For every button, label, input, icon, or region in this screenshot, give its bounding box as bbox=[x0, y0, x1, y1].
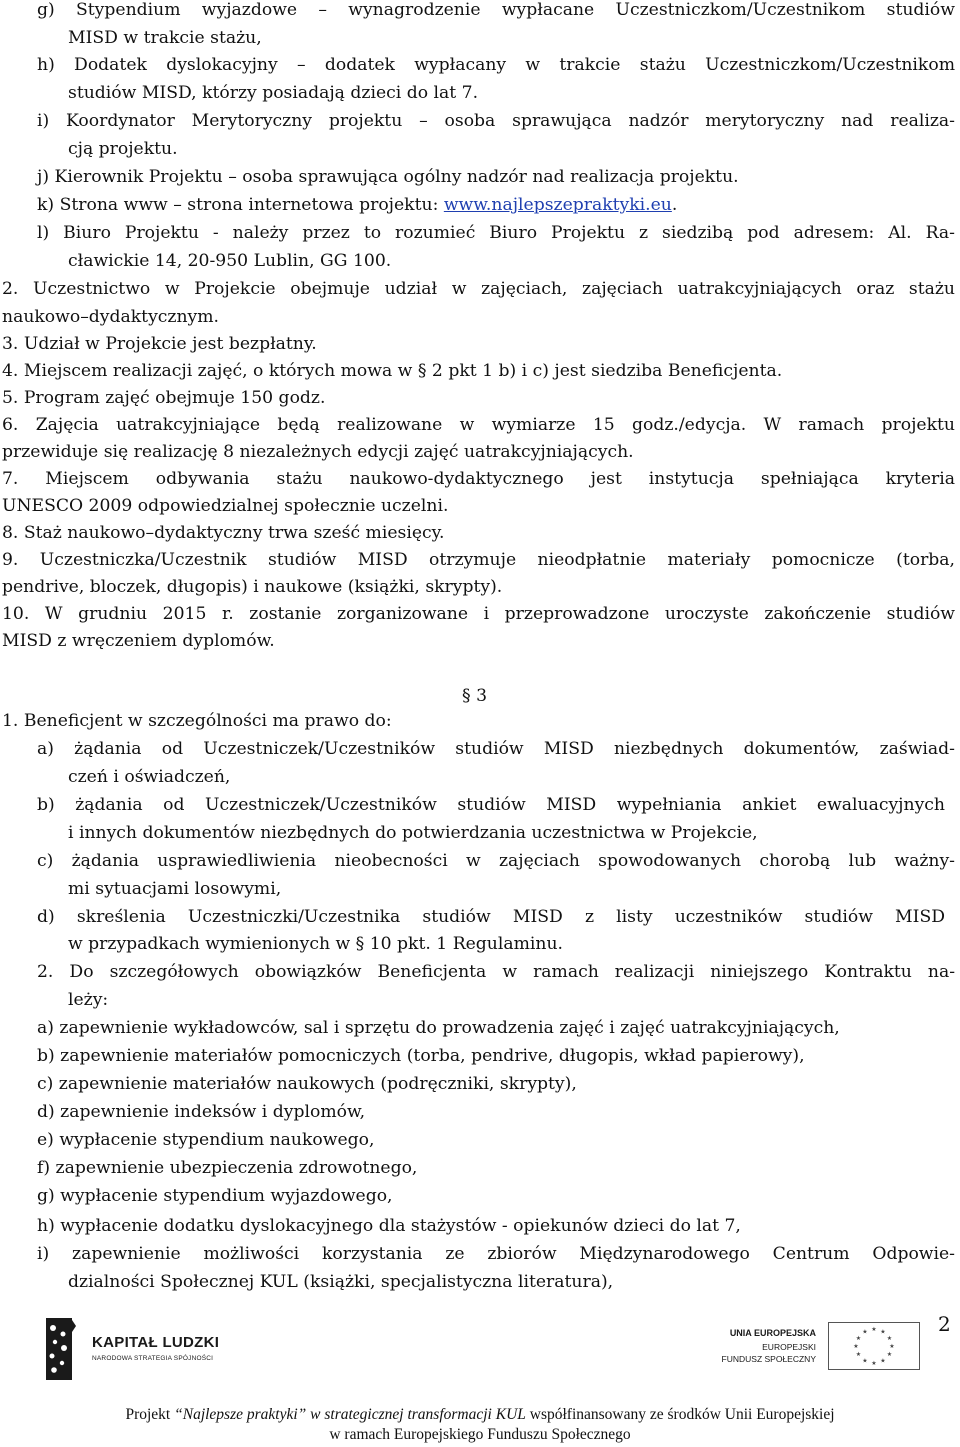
para-9-line-2: pendrive, bloczek, długopis) i naukowe (książki, skrypty). bbox=[2, 577, 503, 597]
para-2-line-1: 2. Uczestnictwo w Projekcie obejmuje udział w zajęciach, zajęciach uatrakcyjniających oraz stażu bbox=[2, 279, 955, 299]
s3-right-d-text-a: w przypadkach wymienionych w bbox=[68, 934, 356, 954]
section-symbol: § bbox=[462, 686, 471, 706]
footer-line-2: w ramach Europejskiego Funduszu Społecznego bbox=[329, 1426, 631, 1443]
footer-line-1 bbox=[0, 1404, 960, 1425]
para-7-line-1: 7. Miejscem odbywania stażu naukowo-dydaktycznego jest instytucja spełniająca kryteria bbox=[2, 469, 955, 489]
svg-text:★: ★ bbox=[880, 1328, 886, 1336]
item-g-line-1: g) Stypendium wyjazdowe – wynagrodzenie wypłacane Uczestniczkom/Uczestnikom studiów bbox=[37, 0, 955, 20]
para-4 bbox=[2, 358, 782, 384]
para-6-line-2: przewiduje się realizację 8 niezależnych edycji zajęć uatrakcyjniających. bbox=[2, 442, 634, 462]
para-5: 5. Program zajęć obejmuje 150 godz. bbox=[2, 388, 326, 408]
s3-right-b-line-2: i innych dokumentów niezbędnych do potwierdzania uczestnictwa w Projekcie, bbox=[68, 823, 758, 843]
paragraph-symbol: § bbox=[417, 361, 427, 381]
item-k-line-1 bbox=[37, 192, 677, 218]
eu-flag-icon bbox=[828, 1322, 920, 1370]
svg-text:★: ★ bbox=[886, 1351, 893, 1358]
svg-text:★: ★ bbox=[871, 1326, 877, 1333]
s3-right-d-line-2 bbox=[68, 931, 563, 957]
para-10-line-1: 10. W grudniu 2015 r. zostanie zorganizowane i przeprowadzone uroczyste zakończenie studiów bbox=[2, 604, 955, 624]
item-k-text: k) Strona www – strona internetowa projektu: bbox=[37, 195, 444, 215]
s3-right-d-text-b: 10 pkt. 1 Regulaminu. bbox=[364, 934, 564, 954]
kapital-ludzki-title: KAPITAŁ LUDZKI bbox=[92, 1334, 220, 1351]
section-number: 3 bbox=[476, 686, 487, 706]
project-website-link[interactable]: www.najlepszepraktyki.eu bbox=[443, 195, 672, 215]
s3-right-a-line-1: a) żądania od Uczestniczek/Uczestników studiów MISD niezbędnych dokumentów, zaświad- bbox=[37, 739, 955, 759]
s3-obligation-c: c) zapewnienie materiałów naukowych (podręczniki, skrypty), bbox=[37, 1074, 577, 1094]
footer-prefix: Projekt bbox=[125, 1406, 175, 1423]
s3-obligation-i-line-1: i) zapewnienie możliwości korzystania ze zbiorów Międzynarodowego Centrum Odpowie- bbox=[37, 1244, 955, 1264]
eu-logo-line-3: FUNDUSZ SPOŁECZNY bbox=[721, 1354, 816, 1364]
para-6-line-1: 6. Zajęcia uatrakcyjniające będą realizowane w wymiarze 15 godz./edycja. W ramach projektu bbox=[2, 415, 955, 435]
item-i-line-2: cją projektu. bbox=[68, 139, 178, 159]
para-10-line-2: MISD z wręczeniem dyplomów. bbox=[2, 631, 275, 651]
s3-right-c-line-2: mi sytuacjami losowymi, bbox=[68, 879, 282, 899]
item-g-line-2: MISD w trakcie stażu, bbox=[68, 28, 262, 48]
svg-text:★: ★ bbox=[889, 1343, 895, 1350]
svg-text:★: ★ bbox=[871, 1360, 877, 1367]
item-l-line-2: cławickie 14, 20-950 Lublin, GG 100. bbox=[68, 251, 392, 271]
item-j-line-1: j) Kierownik Projektu – osoba sprawująca ogólny nadzór nad realizacja projektu. bbox=[37, 167, 739, 187]
para-4-text-b: 2 pkt 1 b) i c) jest siedziba Beneficjenta. bbox=[426, 361, 783, 381]
section-heading bbox=[462, 683, 487, 709]
svg-text:★: ★ bbox=[886, 1335, 893, 1342]
s3-para-2-line-2: leży: bbox=[68, 990, 109, 1010]
eu-logo bbox=[690, 1322, 920, 1372]
item-i-line-1: i) Koordynator Merytoryczny projektu – osoba sprawująca nadzór merytoryczny nad realiza- bbox=[37, 111, 955, 131]
s3-obligation-i-line-2: dzialności Społecznej KUL (książki, specjalistyczna literatura), bbox=[68, 1272, 614, 1292]
s3-right-b-line-1: b) żądania od Uczestniczek/Uczestników studiów MISD wypełniania ankiet ewaluacyjnych bbox=[37, 795, 945, 815]
para-3: 3. Udział w Projekcie jest bezpłatny. bbox=[2, 334, 317, 354]
s3-obligation-f: f) zapewnienie ubezpieczenia zdrowotnego, bbox=[37, 1158, 418, 1178]
svg-text:★: ★ bbox=[855, 1335, 862, 1342]
para-7-line-2: UNESCO 2009 odpowiedzialnej społecznie uczelni. bbox=[2, 496, 449, 516]
footer-suffix: współfinansowany ze środków Unii Europejskiej bbox=[525, 1406, 835, 1423]
eu-logo-line-1: UNIA EUROPEJSKA bbox=[729, 1328, 816, 1338]
s3-right-a-line-2: czeń i oświadczeń, bbox=[68, 767, 231, 787]
s3-obligation-e: e) wypłacenie stypendium naukowego, bbox=[37, 1130, 375, 1150]
item-h-line-2: studiów MISD, którzy posiadają dzieci do lat 7. bbox=[68, 83, 479, 103]
eu-logo-line-2: EUROPEJSKI bbox=[762, 1342, 816, 1352]
kapital-ludzki-subtitle: NARODOWA STRATEGIA SPÓJNOŚCI bbox=[92, 1355, 214, 1362]
kapital-ludzki-logo bbox=[42, 1318, 242, 1380]
paragraph-symbol: § bbox=[355, 934, 365, 954]
para-2-line-2: naukowo–dydaktycznym. bbox=[2, 307, 220, 327]
s3-obligation-a: a) zapewnienie wykładowców, sal i sprzętu do prowadzenia zajęć i zajęć uatrakcyjniających, bbox=[37, 1018, 840, 1038]
para-4-text-a: 4. Miejscem realizacji zajęć, o których mowa w bbox=[2, 361, 418, 381]
svg-text:★: ★ bbox=[862, 1328, 868, 1336]
s3-obligation-d: d) zapewnienie indeksów i dyplomów, bbox=[37, 1102, 366, 1122]
s3-obligation-b: b) zapewnienie materiałów pomocniczych (torba, pendrive, długopis, wkład papierowy), bbox=[37, 1046, 805, 1066]
para-8: 8. Staż naukowo–dydaktyczny trwa sześć miesięcy. bbox=[2, 523, 445, 543]
footer-project-title: “Najlepsze praktyki” w strategicznej transformacji KUL bbox=[174, 1406, 526, 1423]
item-l-line-1: l) Biuro Projektu - należy przez to rozumieć Biuro Projektu z siedzibą pod adresem: Al. Ra- bbox=[37, 223, 955, 243]
item-k-period: . bbox=[671, 195, 678, 215]
s3-intro: 1. Beneficjent w szczególności ma prawo do: bbox=[2, 711, 392, 731]
s3-obligation-h: h) wypłacenie dodatku dyslokacyjnego dla stażystów - opiekunów dzieci do lat 7, bbox=[37, 1216, 741, 1236]
kapital-ludzki-emblem-icon bbox=[42, 1318, 76, 1380]
svg-text:★: ★ bbox=[853, 1343, 859, 1350]
svg-text:★: ★ bbox=[880, 1357, 886, 1365]
page-number: 2 bbox=[938, 1312, 951, 1336]
s3-right-c-line-1: c) żądania usprawiedliwienia nieobecności w zajęciach spowodowanych chorobą lub ważny- bbox=[37, 851, 955, 871]
svg-text:★: ★ bbox=[862, 1357, 868, 1365]
s3-obligation-g: g) wypłacenie stypendium wyjazdowego, bbox=[37, 1186, 393, 1206]
svg-text:★: ★ bbox=[855, 1351, 862, 1358]
item-h-line-1: h) Dodatek dyslokacyjny – dodatek wypłacany w trakcie stażu Uczestniczkom/Uczestnikom bbox=[37, 55, 955, 75]
s3-right-d-line-1: d) skreślenia Uczestniczki/Uczestnika studiów MISD z listy uczestników studiów MISD bbox=[37, 907, 945, 927]
para-9-line-1: 9. Uczestniczka/Uczestnik studiów MISD otrzymuje nieodpłatnie materiały pomocnicze (torba, bbox=[2, 550, 955, 570]
s3-para-2-line-1: 2. Do szczegółowych obowiązków Beneficjenta w ramach realizacji niniejszego Kontraktu na- bbox=[37, 962, 955, 982]
